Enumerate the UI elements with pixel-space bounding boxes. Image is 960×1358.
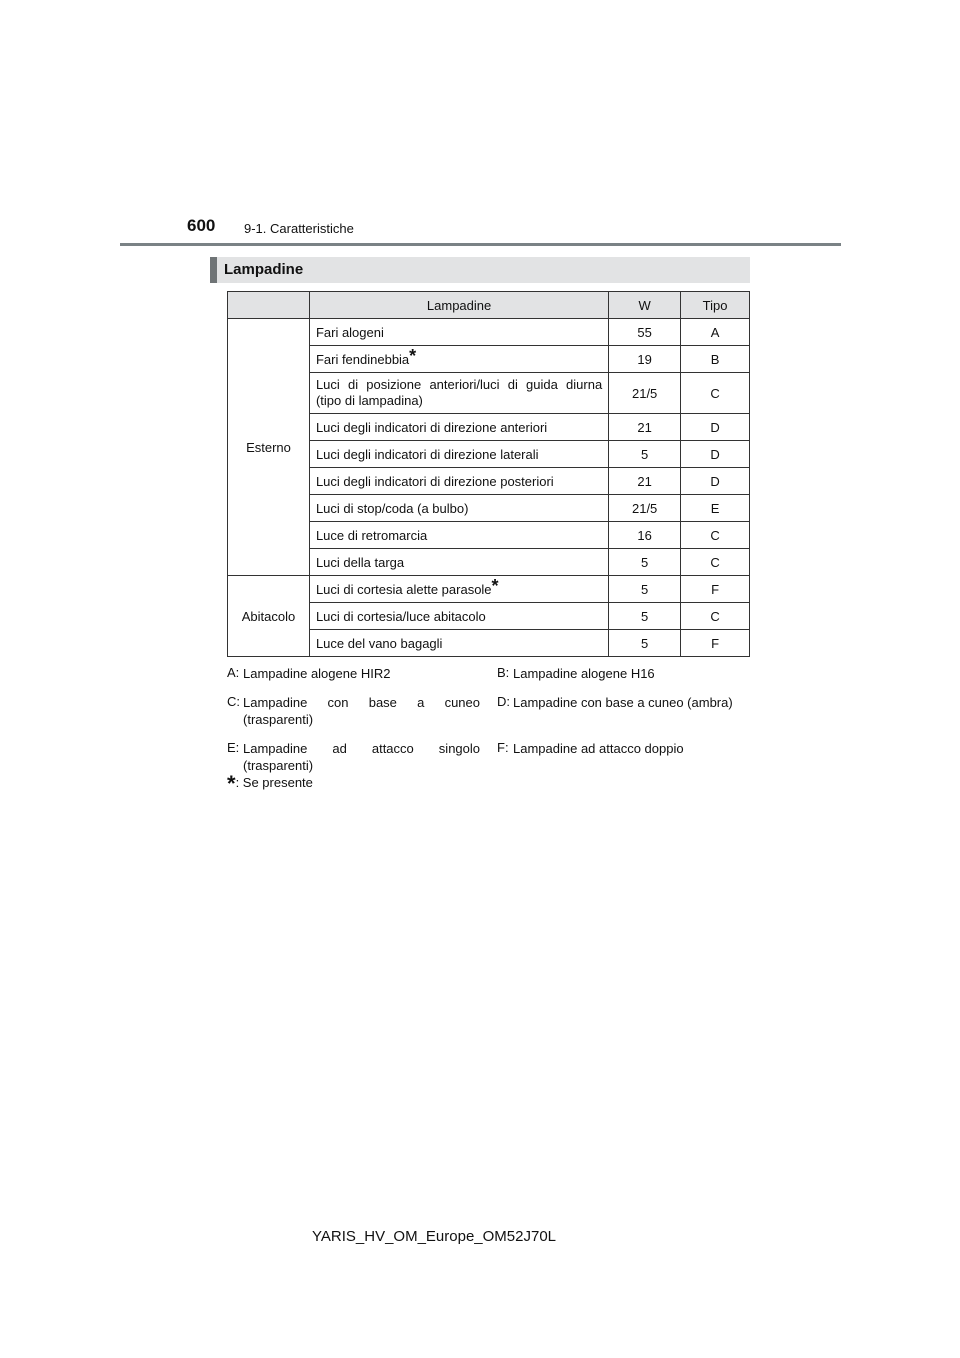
table-header-group (228, 292, 310, 319)
legend-text: Lampadine ad attacco doppio (513, 741, 684, 756)
watt-cell: 5 (609, 603, 681, 630)
legend-key: E: (227, 740, 240, 755)
bulb-cell (309, 441, 608, 468)
bulb-label: Luci della targa (315, 554, 405, 570)
footnote-star: * (409, 345, 417, 366)
legend-item (227, 740, 480, 774)
type-cell: B (681, 346, 750, 373)
watt-cell: 5 (609, 549, 681, 576)
watt-cell: 5 (609, 630, 681, 657)
table-row (228, 576, 750, 603)
type-cell: C (681, 603, 750, 630)
bulb-cell (309, 603, 608, 630)
legend-item (497, 694, 750, 728)
legend-key: A: (227, 665, 240, 680)
bulb-label: Luce del vano bagagli (315, 635, 443, 651)
watt-cell: 21 (609, 414, 681, 441)
title-accent (210, 257, 217, 283)
bulb-cell (309, 549, 608, 576)
type-cell: F (681, 630, 750, 657)
footer-document-code: YARIS_HV_OM_Europe_OM52J70L (312, 1228, 557, 1245)
bulb-cell (309, 522, 608, 549)
bulb-label: Luci di posizione anteriori/luci di guida diurna (tipo di lampadina) (315, 377, 603, 408)
table-header-type: Tipo (681, 292, 750, 319)
legend-key: F: (497, 740, 509, 755)
table-header-watt: W (609, 292, 681, 319)
page-title: Lampadine (224, 261, 304, 278)
title-bar (210, 257, 750, 283)
legend-text: Lampadine alogene HIR2 (243, 666, 391, 681)
table-body (228, 319, 750, 657)
bulb-cell (309, 630, 608, 657)
watt-cell: 55 (609, 319, 681, 346)
legend-text: Lampadine alogene H16 (513, 666, 655, 681)
footnote-star: * (491, 575, 499, 596)
table-header-row (228, 292, 750, 319)
legend-item (497, 740, 750, 774)
bulb-cell (309, 319, 608, 346)
watt-cell: 5 (609, 441, 681, 468)
watt-cell: 19 (609, 346, 681, 373)
section-title: 9-1. Caratteristiche (244, 221, 354, 236)
watt-cell: 21/5 (609, 373, 681, 414)
type-cell: F (681, 576, 750, 603)
bulbs-table (227, 291, 750, 657)
group-cell: Esterno (228, 319, 310, 576)
bulb-label: Luci di cortesia/luce abitacolo (315, 608, 486, 624)
watt-cell: 21/5 (609, 495, 681, 522)
footnote-text: : Se presente (235, 775, 313, 790)
bulb-cell (309, 495, 608, 522)
type-cell: D (681, 414, 750, 441)
table-row (228, 319, 750, 346)
type-cell: C (681, 373, 750, 414)
legend (227, 665, 750, 786)
legend-text: Lampadine con base a cuneo (ambra) (513, 695, 733, 710)
watt-cell: 21 (609, 468, 681, 495)
legend-key: C: (227, 694, 240, 709)
legend-item (227, 665, 480, 682)
bulb-label: Fari fendinebbia (315, 351, 410, 367)
legend-item (227, 694, 480, 728)
header-divider (120, 243, 841, 246)
table-header-bulb: Lampadine (309, 292, 608, 319)
bulb-label: Luci di stop/coda (a bulbo) (315, 500, 469, 516)
bulb-cell (309, 468, 608, 495)
bulb-cell (309, 373, 608, 414)
type-cell: C (681, 549, 750, 576)
legend-key: D: (497, 694, 510, 709)
bulb-cell (309, 576, 608, 603)
bulb-cell (309, 414, 608, 441)
bulb-label: Luci degli indicatori di direzione anteriori (315, 419, 548, 435)
bulb-cell (309, 346, 608, 373)
legend-row (227, 665, 750, 682)
watt-cell: 5 (609, 576, 681, 603)
bulb-label: Luci di cortesia alette parasole (315, 581, 492, 597)
footnote-symbol: * (227, 771, 236, 796)
type-cell: D (681, 441, 750, 468)
type-cell: C (681, 522, 750, 549)
type-cell: E (681, 495, 750, 522)
legend-row (227, 740, 750, 774)
legend-item (497, 665, 750, 682)
type-cell: A (681, 319, 750, 346)
bulb-label: Luci degli indicatori di direzione laterali (315, 446, 539, 462)
group-cell: Abitacolo (228, 576, 310, 657)
footnote (227, 771, 313, 797)
bulb-label: Luce di retromarcia (315, 527, 428, 543)
bulb-label: Luci degli indicatori di direzione posteriori (315, 473, 554, 489)
type-cell: D (681, 468, 750, 495)
watt-cell: 16 (609, 522, 681, 549)
legend-row (227, 694, 750, 728)
legend-text: Lampadine ad attacco singolo (trasparenti) (243, 741, 480, 773)
bulb-label: Fari alogeni (315, 324, 384, 340)
legend-text: Lampadine con base a cuneo (trasparenti) (243, 695, 480, 727)
page-number: 600 (187, 216, 216, 235)
legend-key: B: (497, 665, 510, 680)
